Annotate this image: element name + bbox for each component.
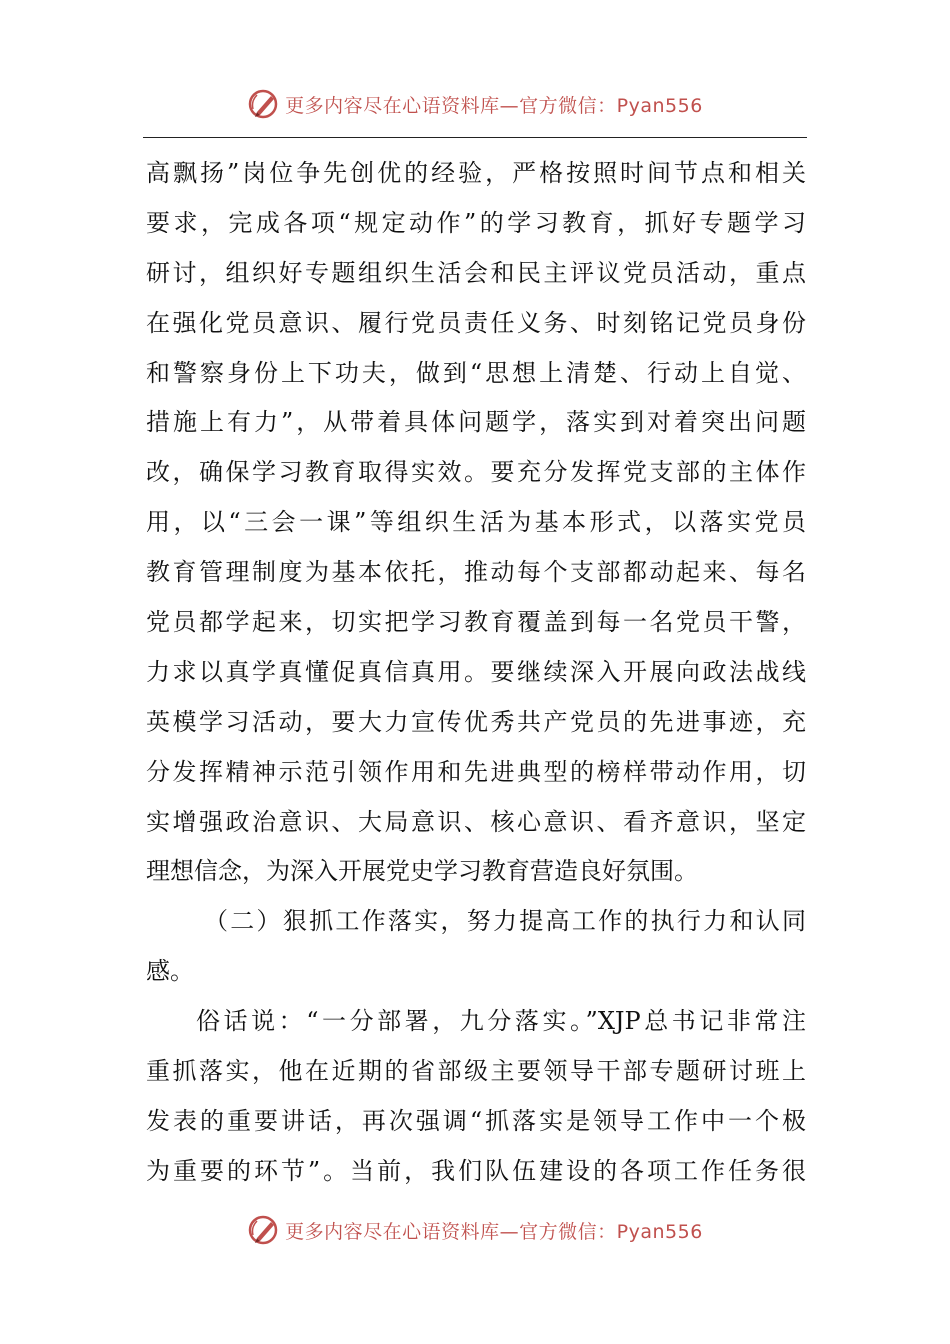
text-line: 党员都学起来，切实把学习教育覆盖到每一名党员干警， [146, 608, 806, 637]
text-line: 重抓落实，他在近期的省部级主要领导干部专题研讨班上 [146, 1057, 806, 1086]
text-line: 措施上有力”，从带着具体问题学，落实到对着突出问题 [146, 408, 806, 437]
document-body [146, 149, 806, 1197]
text-line: 研讨，组织好专题组织生活会和民主评议党员活动，重点 [146, 258, 806, 287]
text-line: 实增强政治意识、大局意识、核心意识、看齐意识，坚定 [146, 807, 806, 836]
text-line: 和警察身份上下功夫，做到“思想上清楚、行动上自觉、 [146, 358, 806, 387]
pen-logo-icon [247, 1213, 281, 1247]
header-banner-text: 更多内容尽在心语资料库—官方微信：Pyan556 [285, 94, 703, 117]
text-line: 要求，完成各项“规定动作”的学习教育，抓好专题学习 [146, 208, 806, 237]
section-heading: （二）狠抓工作落实，努力提高工作的执行力和认同 [204, 907, 806, 936]
pen-logo-icon [247, 87, 281, 121]
text-line: 理想信念，为深入开展党史学习教育营造良好氛围。 [146, 857, 698, 886]
header-banner [0, 82, 950, 126]
text-line: 英模学习活动，要大力宣传优秀共产党员的先进事迹，充 [146, 707, 806, 736]
text-line: 力求以真学真懂促真信真用。要继续深入开展向政法战线 [146, 657, 806, 686]
paragraph-first-line: 俗话说：“一分部署，九分落实。”XJP总书记非常注 [196, 1007, 806, 1036]
text-line: 用，以“三会一课”等组织生活为基本形式，以落实党员 [146, 508, 806, 537]
text-line: 分发挥精神示范引领作用和先进典型的榜样带动作用，切 [146, 757, 806, 786]
text-line: 高飘扬”岗位争先创优的经验，严格按照时间节点和相关 [146, 159, 806, 187]
header-divider [143, 137, 807, 138]
text-line: 改，确保学习教育取得实效。要充分发挥党支部的主体作 [146, 458, 806, 487]
footer-banner [0, 1208, 950, 1252]
text-line: 教育管理制度为基本依托，推动每个支部都动起来、每名 [146, 558, 806, 587]
text-line: 发表的重要讲话，再次强调“抓落实是领导工作中一个极 [146, 1106, 806, 1135]
text-line: 为重要的环节”。当前，我们队伍建设的各项工作任务很 [146, 1156, 806, 1185]
footer-banner-text: 更多内容尽在心语资料库—官方微信：Pyan556 [285, 1220, 703, 1243]
text-line: 在强化党员意识、履行党员责任义务、时刻铭记党员身份 [146, 308, 806, 337]
section-heading-end: 感。 [146, 957, 194, 986]
